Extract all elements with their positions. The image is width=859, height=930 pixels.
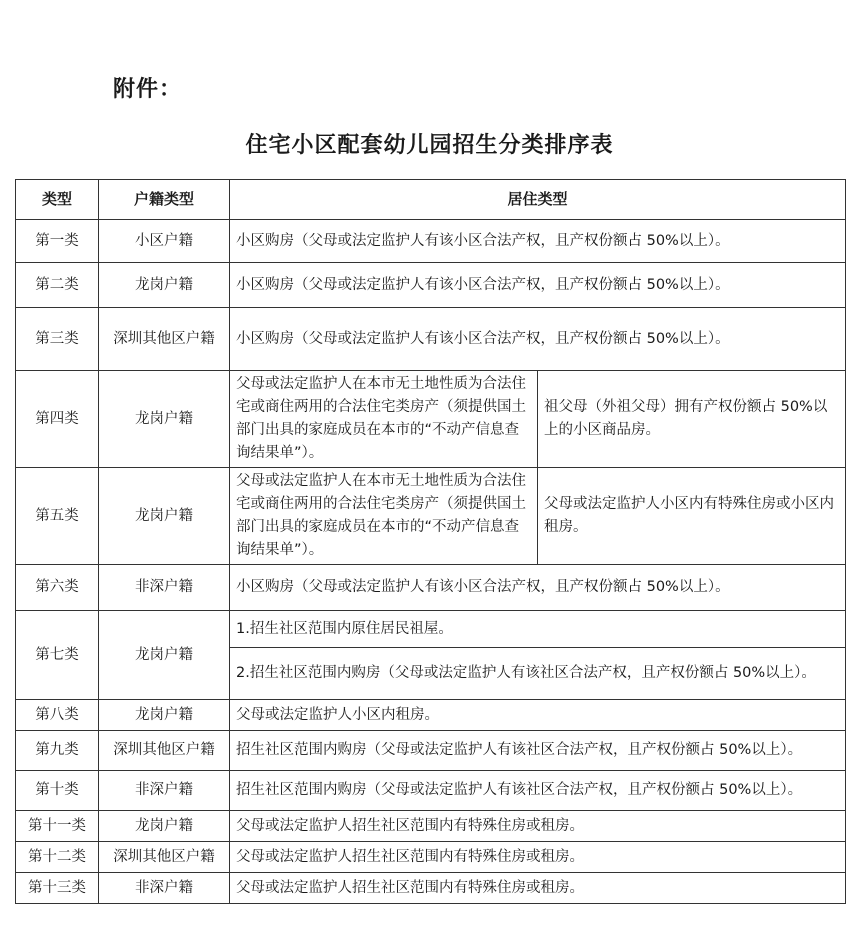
row-residence: 招生社区范围内购房（父母或法定监护人有该社区合法产权，且产权份额占 50%以上）。 [230, 771, 846, 811]
row-hukou: 龙岗户籍 [99, 468, 230, 565]
row-residence: 招生社区范围内购房（父母或法定监护人有该社区合法产权，且产权份额占 50%以上）。 [230, 731, 846, 771]
row-hukou: 非深户籍 [99, 873, 230, 904]
row-hukou: 小区户籍 [99, 220, 230, 263]
row-residence-item-1: 1.招生社区范围内原住居民祖屋。 [230, 611, 846, 648]
table-row [16, 873, 846, 904]
row-hukou: 非深户籍 [99, 771, 230, 811]
row-type: 第十二类 [16, 842, 99, 873]
row-residence: 父母或法定监护人招生社区范围内有特殊住房或租房。 [230, 873, 846, 904]
row-type: 第五类 [16, 468, 99, 565]
table-row [16, 468, 846, 565]
table-row [16, 565, 846, 611]
row-type: 第十一类 [16, 811, 99, 842]
row-residence-left: 父母或法定监护人在本市无土地性质为合法住宅或商住两用的合法住宅类房产（须提供国土部门出具的家庭成员在本市的“不动产信息查询结果单”）。 [230, 371, 538, 468]
row-type: 第六类 [16, 565, 99, 611]
row-residence-right: 祖父母（外祖父母）拥有产权份额占 50%以上的小区商品房。 [538, 371, 846, 468]
row-type: 第七类 [16, 611, 99, 700]
table-row [16, 220, 846, 263]
row-residence: 小区购房（父母或法定监护人有该小区合法产权，且产权份额占 50%以上）。 [230, 308, 846, 371]
row-type: 第十三类 [16, 873, 99, 904]
row-residence: 小区购房（父母或法定监护人有该小区合法产权，且产权份额占 50%以上）。 [230, 220, 846, 263]
row-hukou: 龙岗户籍 [99, 811, 230, 842]
table-row [16, 611, 846, 648]
row-hukou: 深圳其他区户籍 [99, 842, 230, 873]
row-residence-right: 父母或法定监护人小区内有特殊住房或小区内租房。 [538, 468, 846, 565]
row-hukou: 龙岗户籍 [99, 371, 230, 468]
row-hukou: 深圳其他区户籍 [99, 731, 230, 771]
row-residence: 父母或法定监护人小区内租房。 [230, 700, 846, 731]
row-residence: 父母或法定监护人招生社区范围内有特殊住房或租房。 [230, 842, 846, 873]
attachment-label: 附件： [113, 77, 183, 102]
row-hukou: 龙岗户籍 [99, 700, 230, 731]
row-hukou: 深圳其他区户籍 [99, 308, 230, 371]
header-hukou: 户籍类型 [99, 180, 230, 220]
row-residence: 小区购房（父母或法定监护人有该小区合法产权，且产权份额占 50%以上）。 [230, 565, 846, 611]
row-type: 第十类 [16, 771, 99, 811]
row-residence-left: 父母或法定监护人在本市无土地性质为合法住宅或商住两用的合法住宅类房产（须提供国土部门出具的家庭成员在本市的“不动产信息查询结果单”）。 [230, 468, 538, 565]
table-row [16, 731, 846, 771]
row-hukou: 龙岗户籍 [99, 611, 230, 700]
table-row [16, 842, 846, 873]
row-hukou: 龙岗户籍 [99, 263, 230, 308]
table-row [16, 371, 846, 468]
row-type: 第二类 [16, 263, 99, 308]
row-type: 第四类 [16, 371, 99, 468]
row-residence: 小区购房（父母或法定监护人有该小区合法产权，且产权份额占 50%以上）。 [230, 263, 846, 308]
row-type: 第一类 [16, 220, 99, 263]
table-row [16, 811, 846, 842]
header-type: 类型 [16, 180, 99, 220]
row-residence: 父母或法定监护人招生社区范围内有特殊住房或租房。 [230, 811, 846, 842]
row-type: 第三类 [16, 308, 99, 371]
table-row [16, 308, 846, 371]
table-header-row [16, 180, 846, 220]
table-row [16, 263, 846, 308]
row-type: 第八类 [16, 700, 99, 731]
table-row [16, 771, 846, 811]
row-residence-item-2: 2.招生社区范围内购房（父母或法定监护人有该社区合法产权，且产权份额占 50%以上）。 [230, 648, 846, 700]
document-title: 住宅小区配套幼儿园招生分类排序表 [245, 133, 614, 158]
header-residence: 居住类型 [230, 180, 846, 220]
row-hukou: 非深户籍 [99, 565, 230, 611]
row-type: 第九类 [16, 731, 99, 771]
enrollment-ranking-table [15, 179, 846, 904]
table-row [16, 700, 846, 731]
